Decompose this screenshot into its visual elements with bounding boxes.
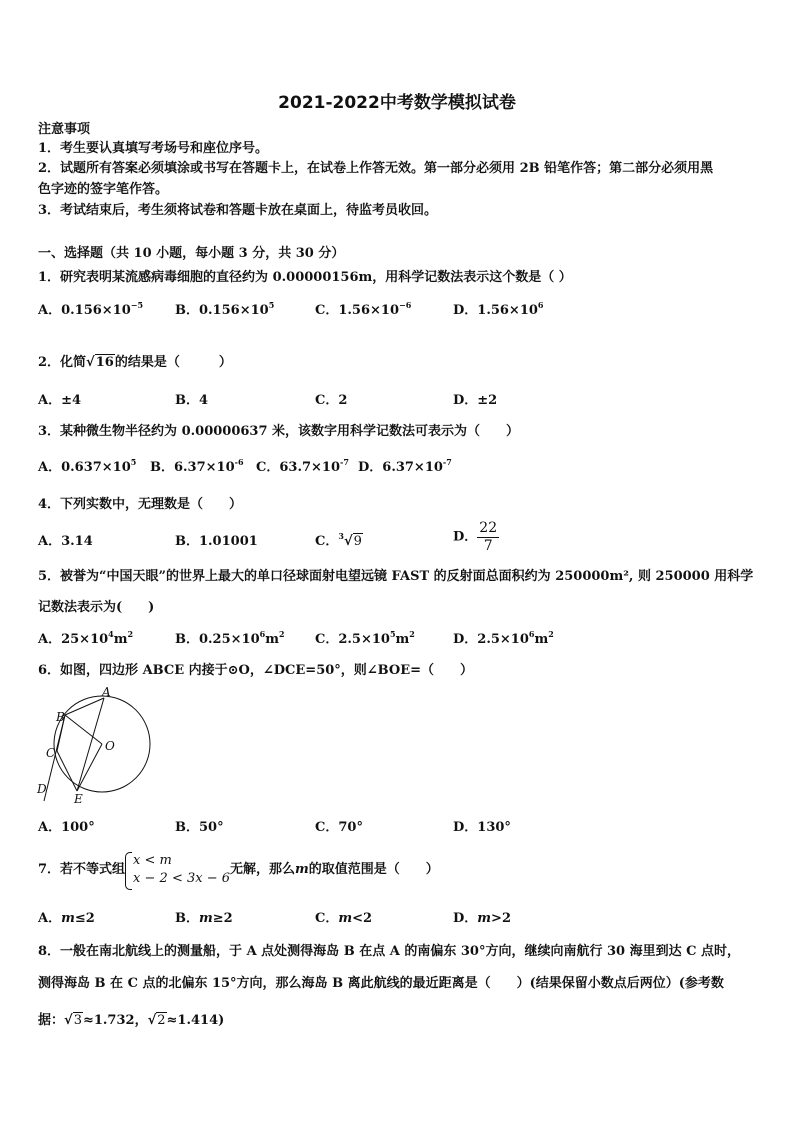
label-a: A [102, 686, 111, 699]
label-d: D [37, 782, 47, 796]
q1-option-d: D．$1.56\times 10^6$ [453, 300, 544, 318]
segment-ae [77, 698, 104, 791]
segment-eo [77, 744, 102, 791]
segment-ce [57, 751, 77, 791]
question-4-text: 4．下列实数中，无理数是（ ） [38, 497, 243, 512]
q6-option-d: D．130° [453, 820, 511, 835]
q6-option-c: C．70° [315, 820, 363, 835]
question-7-text: 7．若不等式组 x < m x − 2 < 3x − 6 无解，那么m的取值范围是（ ） [38, 850, 762, 891]
label-b: B [56, 710, 65, 724]
q2-option-b: B．4 [175, 393, 209, 408]
q2-option-c: C．2 [315, 393, 348, 408]
question-5-text-line-2: 记数法表示为( ) [38, 600, 155, 615]
q4-option-b: B．1.01001 [175, 534, 258, 549]
q4-option-d: D． $\frac{22}{7}$ [453, 520, 498, 554]
question-8-text-line-1: 8．一般在南北航线上的测量船，于 A 点处测得海岛 B 在点 A 的南偏东 30°方向，继续向南航行 30 海里到达 C 点时， [38, 944, 741, 959]
notes-item-1: 1．考生要认真填写考场号和座位序号。 [38, 141, 269, 156]
q7-option-a: A．m≤2 [38, 911, 95, 926]
q6-option-a: A．100° [38, 820, 95, 835]
cube-root-expression: $^3$√9 [338, 531, 362, 549]
segment-ab [65, 698, 104, 715]
q1-option-b: B．$0.156\times 10^5$ [175, 300, 275, 318]
q4-option-c: C．$^3$√9 [315, 531, 362, 549]
label-c: C [46, 746, 56, 760]
q3-option-c: C．$63.7\times 10^{-7}$ [256, 457, 349, 475]
question-8-text-line-3: 据：√3≈1.732，√2≈1.414) [38, 1013, 225, 1028]
label-o: O [105, 739, 115, 753]
q3-option-b: B．$6.37\times 10^{-6}$ [150, 457, 244, 475]
notes-heading: 注意事项 [38, 122, 91, 137]
segment-bo [65, 715, 102, 744]
fraction-22-7: $\frac{22}{7}$ [479, 520, 498, 554]
question-8-text-line-2: 测得海岛 B 在 C 点的北偏东 15°方向，那么海岛 B 离此航线的最近距离是（ ）(结果保留小数点后两位）(参考数 [38, 976, 724, 991]
q5-option-c: C．$2.5\times 10^5m^2$ [315, 629, 415, 647]
page-title: 2021-2022中考数学模拟试卷 [278, 93, 516, 113]
question-5-text-line-1: 5．被誉为“中国天眼”的世界上最大的单口径球面射电望远镜 FAST 的反射面总面积约为 250000m², 则 250000 用科学 [38, 569, 754, 584]
q6-option-b: B．50° [175, 820, 224, 835]
circle-geometry-figure [32, 686, 157, 811]
q5-option-b: B．$0.25\times 10^6m^2$ [175, 629, 285, 647]
q7-option-b: B．m≥2 [175, 911, 233, 926]
q7-option-d: D．m>2 [453, 911, 511, 926]
q5-option-a: A．$25\times 10^4m^2$ [38, 629, 134, 647]
sqrt-expression: √16 [86, 355, 114, 370]
question-1-text: 1．研究表明某流感病毒细胞的直径约为 0.00000156m，用科学记数法表示这个数是（ ） [38, 270, 572, 285]
question-6-text: 6．如图，四边形 ABCE 内接于⊙O，∠DCE=50°，则∠BOE=（ ） [38, 663, 474, 678]
inequality-system: x < m x − 2 < 3x − 6 [125, 852, 230, 888]
q3-option-a: A．$0.637\times 10^5$ [38, 457, 137, 475]
section-heading: 一、选择题（共 10 小题，每小题 3 分，共 30 分） [38, 246, 345, 261]
question-3-text: 3．某种微生物半径约为 0.00000637 米，该数字用科学记数法可表示为（ ） [38, 424, 520, 439]
question-2-text: 2．化简√16的结果是（ ） [38, 355, 232, 370]
sqrt-2: √2 [147, 1013, 166, 1028]
notes-item-2-cont: 色字迹的签字笔作答。 [38, 182, 169, 197]
q2-option-a: A．±4 [38, 393, 82, 408]
q2-option-d: D．±2 [453, 393, 498, 408]
notes-item-2: 2．试题所有答案必须填涂或书写在答题卡上，在试卷上作答无效。第一部分必须用 2B 铅笔作答；第二部分必须用黑 [38, 161, 714, 176]
label-e: E [74, 792, 83, 806]
q5-option-d: D．$2.5\times 10^6m^2$ [453, 629, 554, 647]
q3-option-d: D．$6.37\times 10^{-7}$ [358, 457, 452, 475]
sqrt-3: √3 [64, 1013, 82, 1028]
q1-option-c: C．$1.56\times 10^{-6}$ [315, 300, 412, 318]
q4-option-a: A．3.14 [38, 534, 93, 549]
q1-option-a: A．$0.156\times 10^{-5}$ [38, 300, 144, 318]
q7-option-c: C．m<2 [315, 911, 373, 926]
notes-item-3: 3．考试结束后，考生须将试卷和答题卡放在桌面上，待监考员收回。 [38, 203, 438, 218]
